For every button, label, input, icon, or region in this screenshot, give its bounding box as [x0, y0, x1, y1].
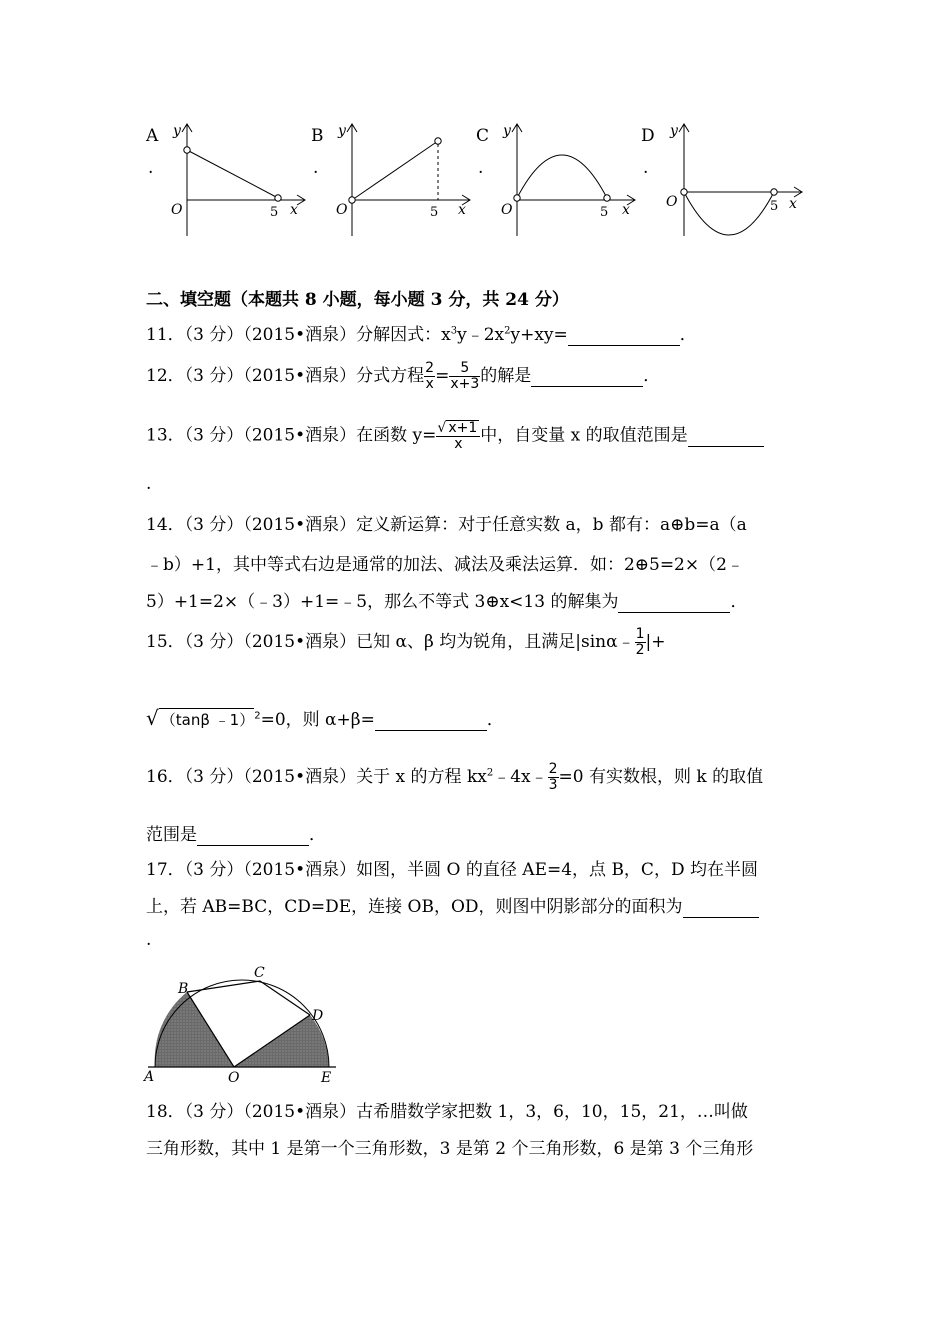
- question-16-line-1: 16．（3 分）（2015•酒泉）关于 x 的方程 $kx^2﹣4x﹣$ $\frac{2}{3}$ =0 有实数根，则 k 的取值: [146, 761, 764, 793]
- question-13-end: .: [146, 474, 152, 494]
- option-c-dot: .: [478, 158, 484, 178]
- origin-label: O: [171, 202, 183, 218]
- y-label: y: [503, 123, 511, 139]
- option-a-letter: A: [146, 126, 159, 146]
- option-d-letter: D: [641, 126, 655, 146]
- y-label: y: [670, 123, 678, 139]
- five-label: 5: [600, 205, 609, 220]
- five-label: 5: [770, 199, 779, 214]
- option-d-dot: .: [643, 158, 649, 178]
- option-b-dot: .: [313, 158, 319, 178]
- graph-c: [495, 118, 640, 240]
- question-17-line-1: 17．（3 分）（2015•酒泉）如图，半圆 O 的直径 AE=4，点 B，C，D 均在半圆: [146, 860, 758, 880]
- answer-blank-13[interactable]: [688, 426, 764, 447]
- answer-blank-17[interactable]: [683, 897, 759, 918]
- question-16-line-2: 范围是 ．: [146, 825, 326, 845]
- origin-label: O: [501, 202, 513, 218]
- question-14-line-2: ﹣b）+1，其中等式右边是通常的加法、减法及乘法运算．如：2⊕5=2×（2﹣: [146, 555, 744, 575]
- origin-label: O: [336, 202, 348, 218]
- answer-blank-16[interactable]: [197, 825, 309, 846]
- question-13: 13．（3 分）（2015•酒泉）在函数 y= $\frac{√ x+1}{x}$ 中，自变量 x 的取值范围是: [146, 420, 764, 452]
- point-d-label: D: [312, 1008, 324, 1024]
- answer-blank-14[interactable]: [618, 592, 730, 613]
- point-e-label: E: [321, 1070, 332, 1086]
- answer-blank-12[interactable]: [531, 366, 643, 387]
- option-a-dot: .: [148, 158, 154, 178]
- question-11: 11．（3 分）（2015•酒泉）分解因式：$x^3y﹣2x^2y+xy=$ ．: [146, 325, 697, 345]
- five-label: 5: [270, 205, 279, 220]
- option-b-letter: B: [311, 126, 324, 146]
- question-17-end: .: [146, 930, 152, 950]
- y-label: y: [338, 123, 346, 139]
- graph-d: [662, 118, 807, 240]
- point-a-label: A: [144, 1069, 155, 1085]
- graph-a: [165, 118, 310, 240]
- x-label: x: [458, 202, 466, 218]
- answer-blank-11[interactable]: [568, 325, 680, 346]
- semicircle-figure: [138, 960, 348, 1086]
- answer-blank-15[interactable]: [375, 710, 487, 731]
- question-15-line-1: 15．（3 分）（2015•酒泉）已知 α、β 均为锐角，且满足|sinα﹣ $\frac{1}{2}$ |+: [146, 626, 666, 658]
- question-12: 12．（3 分）（2015•酒泉）分式方程 $\frac{2}{x}$ = $\frac{5}{x+3}$ 的解是 ．: [146, 360, 661, 392]
- five-label: 5: [430, 205, 439, 220]
- origin-label: O: [666, 194, 678, 210]
- question-17-line-2: 上，若 AB=BC，CD=DE，连接 OB，OD，则图中阴影部分的面积为: [146, 892, 759, 918]
- question-14-line-1: 14．（3 分）（2015•酒泉）定义新运算：对于任意实数 a，b 都有：a⊕b=a（a: [146, 515, 747, 535]
- x-label: x: [789, 196, 797, 212]
- question-18-line-1: 18．（3 分）（2015•酒泉）古希腊数学家把数 1，3，6，10，15，21，…叫做: [146, 1102, 748, 1122]
- point-b-label: B: [178, 981, 189, 997]
- question-18-line-2: 三角形数，其中 1 是第一个三角形数，3 是第 2 个三角形数，6 是第 3 个三角形: [146, 1139, 754, 1159]
- x-label: x: [290, 202, 298, 218]
- graph-b: [330, 118, 475, 240]
- x-label: x: [622, 202, 630, 218]
- question-15-line-2: √ （tanβ ﹣1）$^2$=0，则 α+β= ．: [146, 706, 504, 730]
- question-14-line-3: 5）+1=2×（﹣3）+1=﹣5，那么不等式 3⊕x<13 的解集为 ．: [146, 592, 748, 612]
- point-o-label: O: [228, 1070, 240, 1086]
- section-title: 二、填空题（本题共 8 小题，每小题 3 分，共 24 分）: [146, 290, 569, 310]
- option-c-letter: C: [476, 126, 490, 146]
- point-c-label: C: [254, 965, 265, 981]
- y-label: y: [173, 123, 181, 139]
